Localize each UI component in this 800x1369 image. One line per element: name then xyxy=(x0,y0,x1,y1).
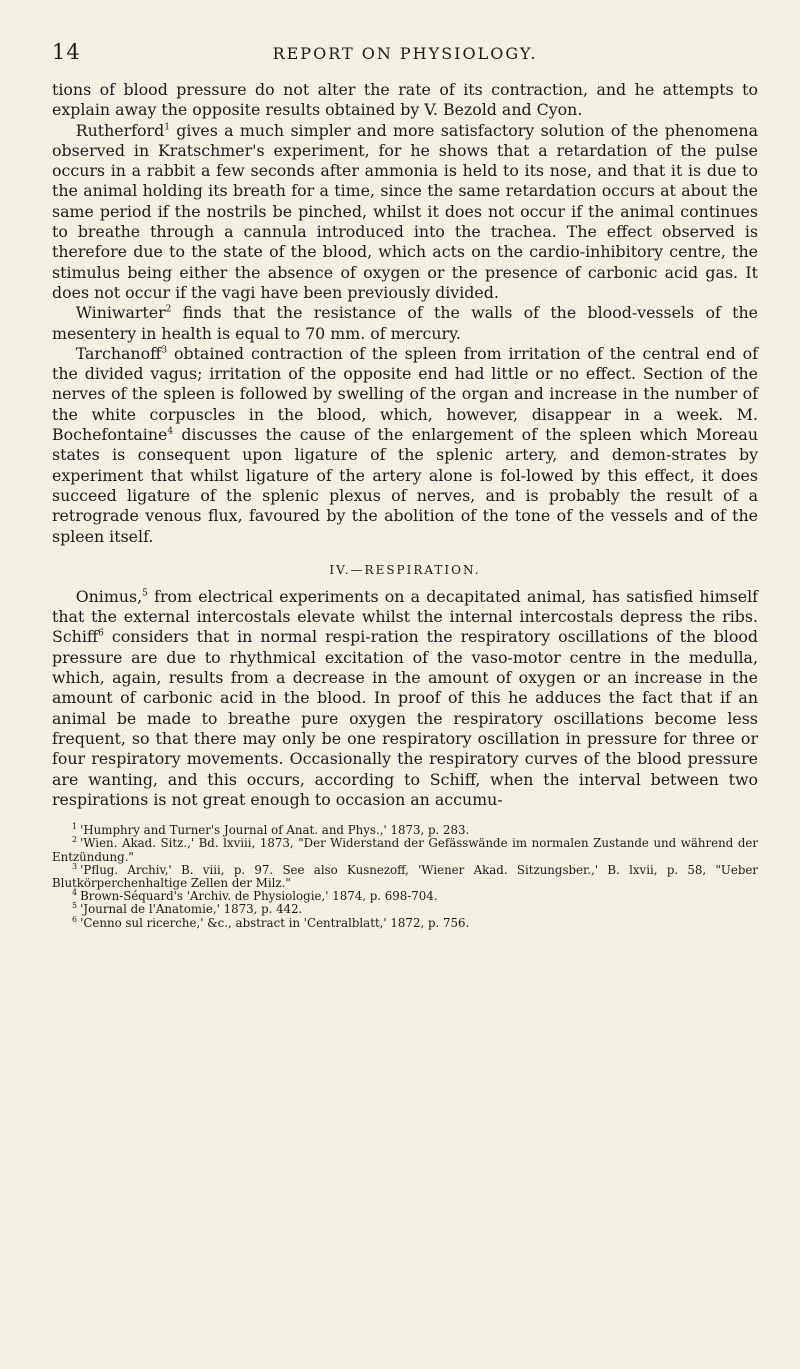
section-heading: IV.—RESPIRATION. xyxy=(329,562,481,577)
body-text xyxy=(52,80,758,810)
footnote: $^3$ 'Pflug. Archiv,' B. viii, p. 97. See also Kusnezoff, 'Wiener Akad. Sitzungsber.,' B. lxvii, p. 58, "Ueber Blutkörperchenhaltige Zellen der Milz." xyxy=(52,861,758,890)
footnote-ref: 6 xyxy=(98,629,104,640)
footnotes xyxy=(52,824,758,930)
footnote-ref: 4 xyxy=(167,426,174,437)
page-header xyxy=(52,40,758,80)
paragraph-tarchanoff: Tarchanoff$^3$ obtained contraction of the spleen from irritation of the central end of the divided vagus; irritation of the opposite end had little or no effect. Section of the nerves of the spleen is followed by swelling of the organ and increase in the number of the white corpuscles in the blood, which, however, disappear in a week. M. Bochefontaine$^4$ discusses the cause of the enlargement of the spleen which Moreau states is consequent upon ligature of the splenic artery, and demon-strates by experiment that whilst ligature of the artery alone is fol-lowed by this effect, it does succeed ligature of the splenic plexus of nerves, and is probably the result of a retrograde venous flux, favoured by the abolition of the tone of the vessels and of the spleen itself. xyxy=(52,343,758,546)
page-number: 14 xyxy=(52,40,81,64)
footnote: $^1$ 'Humphry and Turner's Journal of Anat. and Phys.,' 1873, p. 283. xyxy=(72,822,470,838)
footnote-ref: 5 xyxy=(142,588,148,599)
paragraph-continuation: tions of blood pressure do not alter the rate of its contraction, and he attempts to explain away the opposite results obtained by V. Bezold and Cyon. xyxy=(52,80,758,120)
paragraph-winiwarter: Winiwarter$^2$ finds that the resistance of the walls of the blood-vessels of the mesentery in health is equal to 70 mm. of mercury. xyxy=(52,303,758,343)
footnote-ref: 1 xyxy=(164,122,170,133)
running-head: REPORT ON PHYSIOLOGY. xyxy=(272,44,538,63)
paragraph-rutherford: Rutherford$^1$ gives a much simpler and more satisfactory solution of the phenomena observed in Kratschmer's experiment, for he shows that a retardation of the pulse occurs in a rabbit a few seconds after ammonia is held to its nose, and that it is due to the animal holding its breath for a time, since the same retardation occurs at about the same period if the nostrils be pinched, whilst it does not occur if the animal continues to breathe through a cannula introduced into the trachea. The effect observed is therefore due to the state of the blood, which acts on the cardio-inhibitory centre, the stimulus being either the absence of oxygen or the presence of carbonic acid gas. It does not occur if the vagi have been previously divided. xyxy=(52,120,758,302)
footnote: $^4$ Brown-Séquard's 'Archiv. de Physiologie,' 1874, p. 698-704. xyxy=(72,888,438,904)
paragraph-onimus: Onimus,$^5$ from electrical experiments on a decapitated animal, has satisfied himself that the external intercostals elevate whilst the internal intercostals depress the ribs. Schiff$^6$ considers that in normal respi-ration the respiratory oscillations of the blood pressure are due to rhythmical excitation of the vaso-motor centre in the medulla, which, again, results from a decrease in the amount of oxygen or an increase in the amount of carbonic acid in the blood. In proof of this he adduces the fact that if an animal be made to breathe pure oxygen the respiratory oscillations become less frequent, so that there may only be one respiratory oscillation in pressure for three or four respiratory movements. Occasionally the respiratory curves of the blood pressure are wanting, and this occurs, according to Schiff, when the interval between two respirations is not great enough to occasion an accumu- xyxy=(52,586,758,809)
footnote: $^6$ 'Cenno sul ricerche,' &c., abstract in 'Centralblatt,' 1872, p. 756. xyxy=(72,914,470,930)
footnote: $^5$ 'Journal de l'Anatomie,' 1873, p. 442. xyxy=(72,901,303,917)
footnote-ref: 3 xyxy=(161,345,168,356)
footnote: $^2$ 'Wien. Akad. Sitz.,' Bd. lxviii, 1873, "Der Widerstand der Gefässwände im normalen Zustande und während der Entzündung." xyxy=(52,835,758,864)
footnote-ref: 2 xyxy=(165,305,172,315)
